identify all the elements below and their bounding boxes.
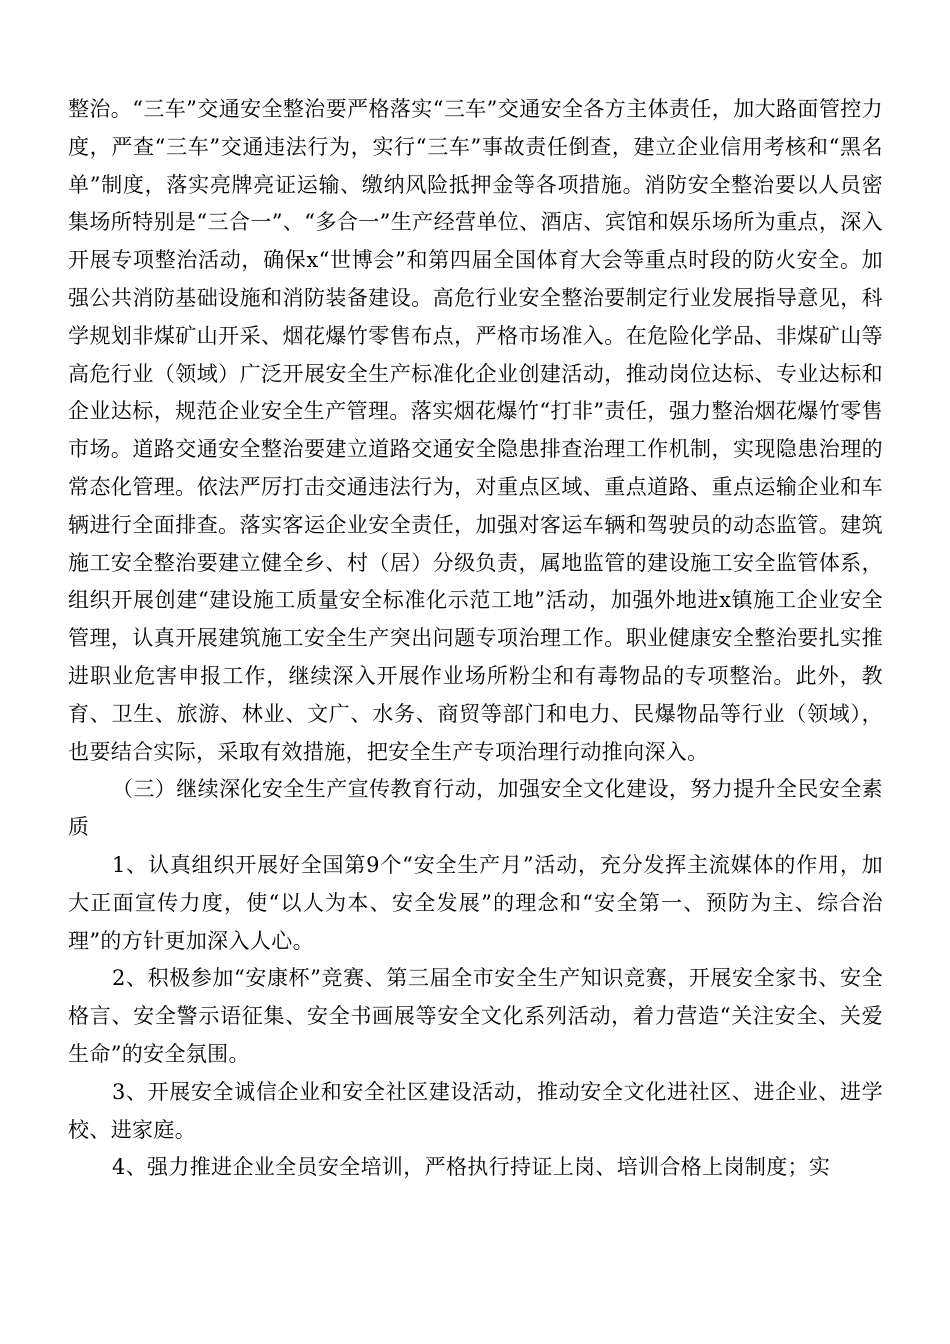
list-item-2: 2、积极参加“安康杯”竞赛、第三届全市安全生产知识竞赛，开展安全家书、安全格言、安全警示语征集、安全书画展等安全文化系列活动，着力营造“关注安全、关爱生命”的安全氛围。	[68, 966, 883, 1066]
list-item-4: 4、强力推进企业全员安全培训，严格执行持证上岗、培训合格上岗制度；实	[112, 1155, 831, 1180]
section-heading-3: （三）继续深化安全生产宣传教育行动，加强安全文化建设，努力提升全民安全素质	[68, 777, 883, 840]
list-item-1: 1、认真组织开展好全国第9个“安全生产月”活动，充分发挥主流媒体的作用，加大正面宣传力度，使“以人为本、安全发展”的理念和“安全第一、预防为主、综合治理”的方针更加深入人心。	[68, 852, 883, 953]
list-item-3: 3、开展安全诚信企业和安全社区建设活动，推动安全文化进社区、进企业、进学校、进家庭。	[68, 1079, 883, 1142]
document-page	[68, 91, 883, 1187]
body-paragraph-continuation: 整治。“三车”交通安全整治要严格落实“三车”交通安全各方主体责任，加大路面管控力度，严查“三车”交通违法行为，实行“三车”事故责任倒查，建立企业信用考核和“黑名单”制度，落实亮牌亮证运输、缴纳风险抵押金等各项措施。消防安全整治要以人员密集场所特别是“三合一”、“多合一”生产经营单位、酒店、宾馆和娱乐场所为重点，深入开展专项整治活动，确保x“世博会”和第四届全国体育大会等重点时段的防火安全。加强公共消防基础设施和消防装备建设。高危行业安全整治要制定行业发展指导意见，科学规划非煤矿山开采、烟花爆竹零售布点，严格市场准入。在危险化学品、非煤矿山等高危行业（领域）广泛开展安全生产标准化企业创建活动，推动岗位达标、专业达标和企业达标，规范企业安全生产管理。落实烟花爆竹“打非”责任，强力整治烟花爆竹零售市场。道路交通安全整治要建立道路交通安全隐患排查治理工作机制，实现隐患治理的常态化管理。依法严厉打击交通违法行为，对重点区域、重点道路、重点运输企业和车辆进行全面排查。落实客运企业安全责任，加强对客运车辆和驾驶员的动态监管。建筑施工安全整治要建立健全乡、村（居）分级负责，属地监管的建设施工安全监管体系，组织开展创建“建设施工质量安全标准化示范工地”活动，加强外地进x镇施工企业安全管理，认真开展建筑施工安全生产突出问题专项治理工作。职业健康安全整治要扎实推进职业危害申报工作，继续深入开展作业场所粉尘和有毒物品的专项整治。此外，教育、卫生、旅游、林业、文广、水务、商贸等部门和电力、民爆物品等行业（领域），也要结合实际，采取有效措施，把安全生产专项治理行动推向深入。	[68, 97, 883, 764]
